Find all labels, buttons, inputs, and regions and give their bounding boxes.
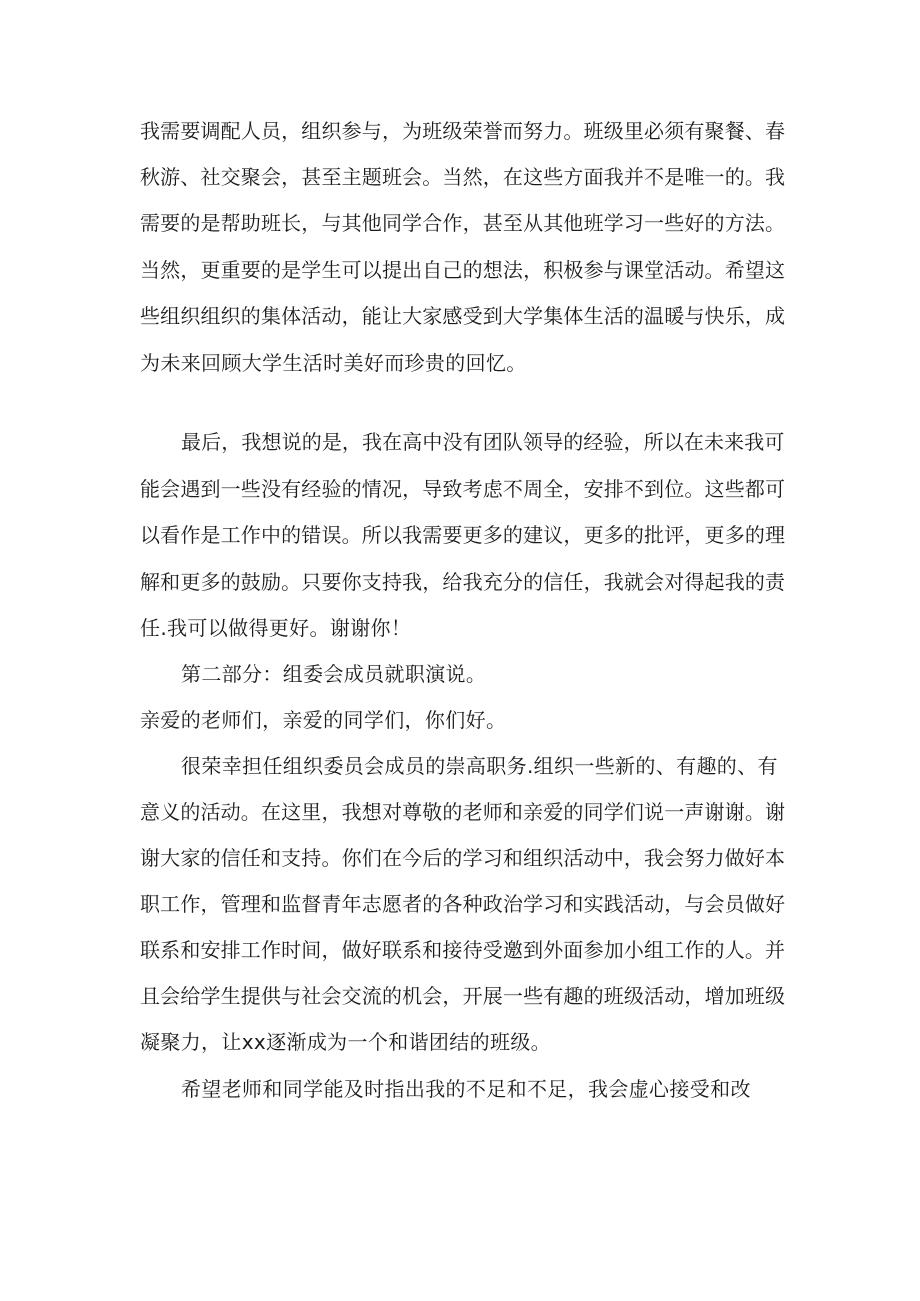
paragraph-2-line-2: 能会遇到一些没有经验的情况，导致考虑不周全，安排不到位。这些都可 bbox=[140, 477, 786, 501]
paragraph-3-line-4: 职工作，管理和监督青年志愿者的各种政治学习和实践活动，与会员做好 bbox=[140, 892, 786, 916]
paragraph-3-line-7: 凝聚力，让xx逐渐成为一个和谐团结的班级。 bbox=[140, 1030, 552, 1054]
paragraph-1-line-4: 当然，更重要的是学生可以提出自己的想法，积极参与课堂活动。希望这 bbox=[140, 258, 786, 282]
paragraph-3-line-2: 意义的活动。在这里，我想对尊敬的老师和亲爱的同学们说一声谢谢。谢 bbox=[140, 800, 786, 824]
paragraph-1-line-3: 需要的是帮助班长，与其他同学合作，甚至从其他班学习一些好的方法。 bbox=[140, 211, 786, 235]
paragraph-3-line-6: 且会给学生提供与社会交流的机会，开展一些有趣的班级活动，增加班级 bbox=[140, 984, 786, 1008]
paragraph-1-line-2: 秋游、社交聚会，甚至主题班会。当然，在这些方面我并不是唯一的。我 bbox=[140, 165, 786, 189]
section-heading: 第二部分：组委会成员就职演说。 bbox=[181, 662, 487, 686]
paragraph-4-line-1: 希望老师和同学能及时指出我的不足和不足，我会虚心接受和改 bbox=[181, 1077, 751, 1101]
paragraph-3-line-5: 联系和安排工作时间，做好联系和接待受邀到外面参加小组工作的人。并 bbox=[140, 938, 786, 962]
paragraph-1-line-1: 我需要调配人员，组织参与，为班级荣誉而努力。班级里必须有聚餐、春 bbox=[140, 119, 786, 143]
paragraph-1-line-5: 些组织组织的集体活动，能让大家感受到大学集体生活的温暖与快乐，成 bbox=[140, 304, 786, 328]
greeting: 亲爱的老师们，亲爱的同学们，你们好。 bbox=[140, 708, 507, 732]
paragraph-2-line-5: 任.我可以做得更好。谢谢你！ bbox=[140, 616, 412, 640]
paragraph-1-line-6: 为未来回顾大学生活时美好而珍贵的回忆。 bbox=[140, 351, 527, 375]
paragraph-2-line-4: 解和更多的鼓励。只要你支持我，给我充分的信任，我就会对得起我的责 bbox=[140, 570, 786, 594]
paragraph-3-line-1: 很荣幸担任组织委员会成员的崇高职务.组织一些新的、有趣的、有 bbox=[181, 754, 778, 778]
paragraph-2-line-3: 以看作是工作中的错误。所以我需要更多的建议，更多的批评，更多的理 bbox=[140, 523, 786, 547]
paragraph-3-line-3: 谢大家的信任和支持。你们在今后的学习和组织活动中，我会努力做好本 bbox=[140, 846, 786, 870]
paragraph-2-line-1: 最后，我想说的是，我在高中没有团队领导的经验，所以在未来我可 bbox=[181, 430, 785, 454]
